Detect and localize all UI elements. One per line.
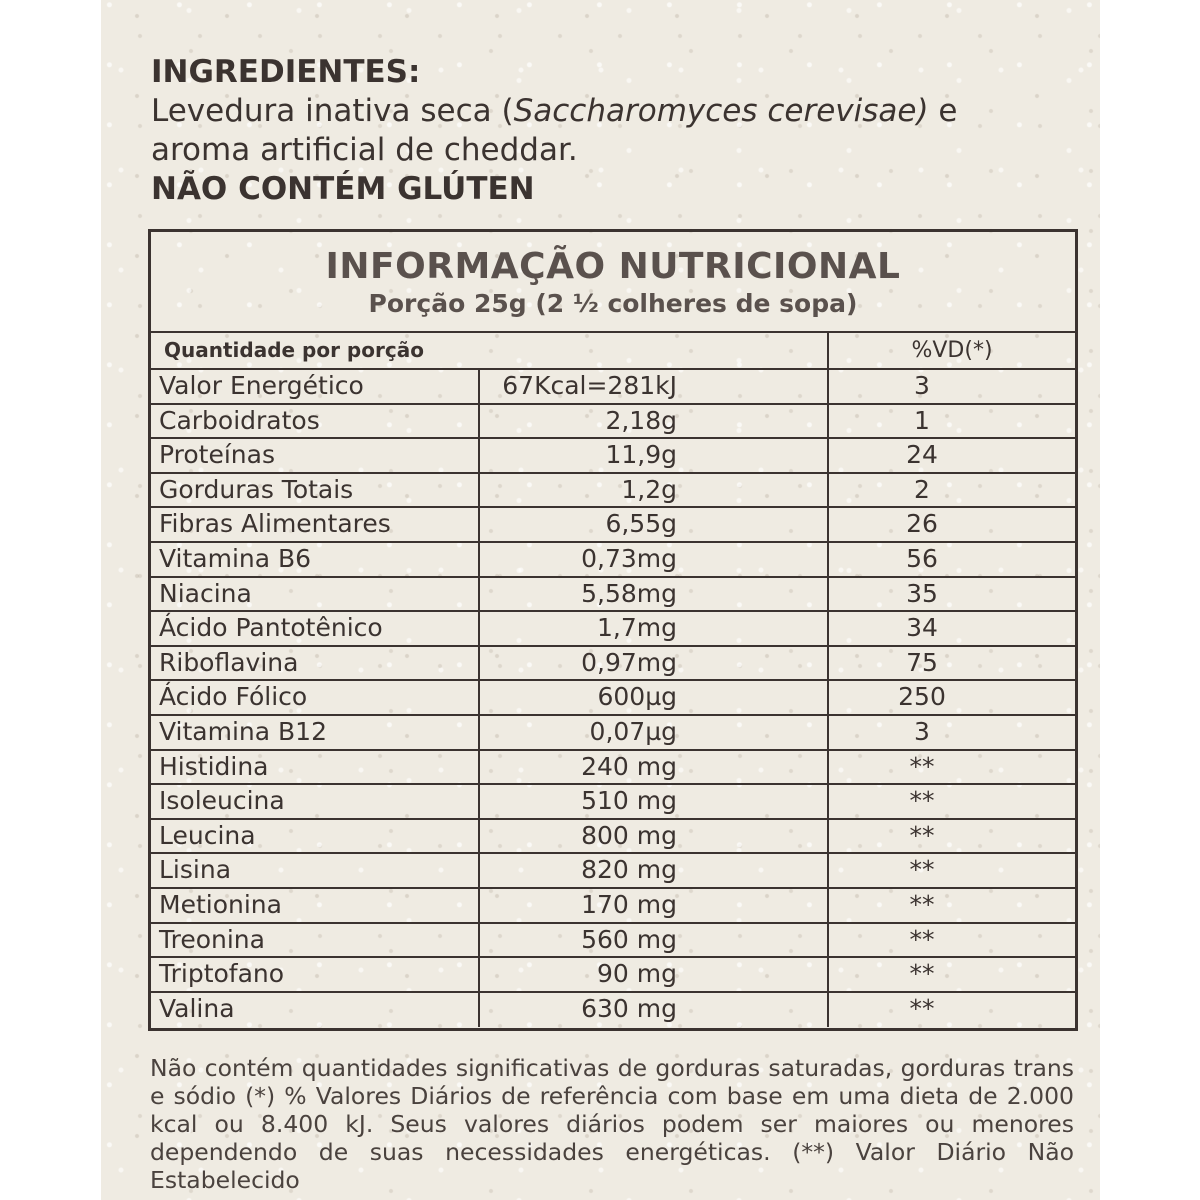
nutrient-vd: 24: [906, 440, 938, 470]
table-row: [151, 681, 1075, 716]
nutrient-name: Niacina: [151, 578, 480, 611]
nutrient-vd: 75: [906, 647, 938, 677]
nutrient-quantity: 0,07µg: [480, 716, 829, 749]
nutrient-name: Riboflavina: [151, 647, 480, 680]
nutrient-name: Lisina: [151, 854, 480, 887]
nutrient-vd: 3: [914, 371, 930, 400]
table-row: [151, 370, 1075, 405]
nutrient-quantity: 820 mg: [480, 854, 829, 887]
ingredients-text: [151, 92, 1031, 170]
nutrient-vd: **: [909, 959, 935, 989]
table-row: [151, 439, 1075, 474]
portion-size: Porção 25g (2 ½ colheres de sopa): [368, 289, 858, 318]
nutrient-quantity: 1,7mg: [480, 612, 829, 645]
table-row: [151, 474, 1075, 509]
nutrient-vd: **: [909, 924, 935, 954]
nutrient-quantity: 630 mg: [480, 993, 829, 1028]
nutrient-name: Isoleucina: [151, 785, 480, 818]
nutrient-name: Gorduras Totais: [151, 474, 480, 507]
nutrient-vd: 1: [914, 405, 930, 435]
table-row: [151, 820, 1075, 855]
table-row: [151, 612, 1075, 647]
nutrient-vd: **: [909, 993, 935, 1023]
nutrient-vd: **: [909, 820, 935, 850]
table-row: [151, 647, 1075, 682]
ingredients-title: INGREDIENTES:: [151, 54, 421, 90]
nutrient-vd: 3: [914, 716, 930, 746]
nutrient-quantity: 0,73mg: [480, 543, 829, 576]
column-header-vd: %VD(*): [911, 338, 993, 363]
table-row: [151, 889, 1075, 924]
nutrient-name: Vitamina B12: [151, 716, 480, 749]
nutrient-quantity: 5,58mg: [480, 578, 829, 611]
table-row: [151, 854, 1075, 889]
table-row: [151, 751, 1075, 786]
gluten-free-notice: NÃO CONTÉM GLÚTEN: [151, 171, 535, 207]
ingredients-text-start: Levedura inativa seca (: [151, 93, 514, 129]
nutrient-quantity: 510 mg: [480, 785, 829, 818]
nutrient-quantity: 2,18g: [480, 405, 829, 438]
nutrient-name: Vitamina B6: [151, 543, 480, 576]
column-header-row: [151, 333, 1075, 370]
nutrient-quantity: 67Kcal=281kJ: [480, 370, 829, 403]
nutrient-quantity: 240 mg: [480, 751, 829, 784]
table-row: [151, 543, 1075, 578]
nutrient-quantity: 170 mg: [480, 889, 829, 922]
nutrient-vd: 56: [906, 543, 938, 573]
nutrient-name: Treonina: [151, 924, 480, 957]
table-row: [151, 993, 1075, 1028]
nutrient-name: Histidina: [151, 751, 480, 784]
ingredients-section: [151, 53, 1031, 209]
nutrient-vd: **: [909, 786, 935, 816]
nutrition-table-header: [151, 232, 1075, 333]
nutrient-name: Valor Energético: [151, 370, 480, 403]
table-row: [151, 405, 1075, 440]
nutrient-vd: 26: [906, 509, 938, 539]
table-row: [151, 508, 1075, 543]
nutrient-quantity: 1,2g: [480, 474, 829, 507]
table-row: [151, 958, 1075, 993]
nutrient-name: Ácido Fólico: [151, 681, 480, 714]
nutrient-quantity: 600µg: [480, 681, 829, 714]
nutrient-name: Ácido Pantotênico: [151, 612, 480, 645]
nutrient-name: Proteínas: [151, 439, 480, 472]
nutrition-title: INFORMAÇÃO NUTRICIONAL: [325, 246, 901, 287]
column-header-quantity: Quantidade por porção: [151, 333, 829, 368]
ingredients-text-end: e aroma artificial de cheddar.: [151, 93, 958, 168]
nutrient-quantity: 0,97mg: [480, 647, 829, 680]
footnote: Não contém quantidades significativas de gorduras saturadas, gorduras trans e sódio (*) % Valores Diários de referência com base em uma dieta de 2.000 kcal ou 8.400 kJ. Seus valores diários podem ser maiores ou menores dependendo de suas necessidades energéticas. (**) Valor Diário Não Estabelecido: [150, 1054, 1074, 1194]
nutrient-name: Metionina: [151, 889, 480, 922]
nutrient-vd: 250: [898, 682, 946, 712]
nutrient-quantity: 11,9g: [480, 439, 829, 472]
nutrient-vd: 2: [914, 474, 930, 504]
nutrient-vd: **: [909, 889, 935, 919]
nutrient-vd: 35: [906, 578, 938, 608]
nutrient-name: Carboidratos: [151, 405, 480, 438]
table-row: [151, 924, 1075, 959]
nutrient-name: Triptofano: [151, 958, 480, 991]
nutrient-name: Leucina: [151, 820, 480, 853]
nutrient-name: Valina: [151, 993, 480, 1028]
nutrition-table: [148, 229, 1078, 1031]
nutrient-vd: **: [909, 751, 935, 781]
nutrient-quantity: 800 mg: [480, 820, 829, 853]
table-row: [151, 785, 1075, 820]
nutrient-quantity: 560 mg: [480, 924, 829, 957]
nutrient-quantity: 6,55g: [480, 508, 829, 541]
nutrient-name: Fibras Alimentares: [151, 508, 480, 541]
table-row: [151, 716, 1075, 751]
nutrient-quantity: 90 mg: [480, 958, 829, 991]
nutrient-vd: 34: [906, 613, 938, 643]
ingredients-scientific-name: Saccharomyces cerevisae): [513, 93, 929, 129]
table-row: [151, 578, 1075, 613]
nutrient-vd: **: [909, 855, 935, 885]
nutrition-rows: [151, 370, 1075, 1027]
